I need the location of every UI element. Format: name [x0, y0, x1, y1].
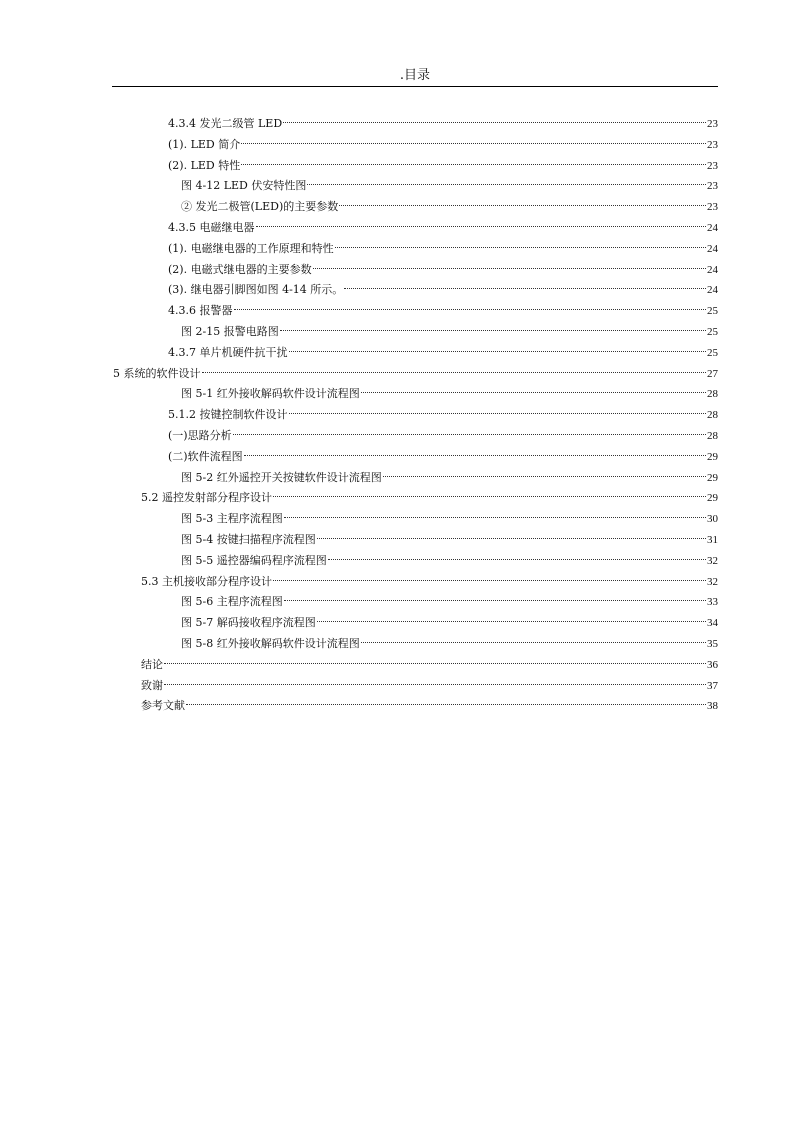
toc-dot-leader: [164, 663, 706, 664]
toc-entry-label: 致谢: [141, 678, 163, 692]
toc-entry-label: 图 5-3 主程序流程图: [181, 512, 283, 526]
toc-entry[interactable]: [181, 384, 718, 405]
toc-dot-leader: [344, 288, 706, 289]
toc-dot-leader: [313, 268, 706, 269]
toc-entry-label: 图 5-6 主程序流程图: [181, 595, 283, 609]
toc-entry-label: (二)软件流程图: [168, 449, 243, 463]
toc-dot-leader: [361, 642, 706, 643]
toc-entry-label: 4.3.5 电磁继电器: [168, 220, 255, 234]
toc-entry-page-number: 28: [707, 409, 718, 422]
toc-entry[interactable]: [181, 551, 718, 572]
toc-dot-leader: [256, 226, 707, 227]
toc-entry-page-number: 31: [707, 533, 718, 546]
toc-entry-label: (1). 电磁继电器的工作原理和特性: [168, 241, 334, 255]
toc-dot-leader: [186, 704, 706, 705]
toc-entry-label: 结论: [141, 657, 163, 671]
toc-dot-leader: [289, 413, 707, 414]
toc-entry-page-number: 23: [707, 180, 718, 193]
toc-entry[interactable]: [113, 364, 718, 385]
toc-entry-label: 图 2-15 报警电路图: [181, 324, 279, 338]
toc-entry-page-number: 34: [707, 617, 718, 630]
toc-entry[interactable]: [181, 322, 718, 343]
toc-entry-page-number: 23: [707, 201, 718, 214]
toc-entry[interactable]: [168, 156, 718, 177]
toc-dot-leader: [317, 538, 706, 539]
toc-entry-label: 参考文献: [141, 699, 185, 713]
toc-entry[interactable]: [168, 301, 718, 322]
toc-entry[interactable]: [168, 218, 718, 239]
toc-entry-label: 图 5-7 解码接收程序流程图: [181, 616, 316, 630]
toc-entry[interactable]: [168, 135, 718, 156]
toc-entry-page-number: 25: [707, 346, 718, 359]
toc-entry[interactable]: [181, 197, 718, 218]
toc-entry[interactable]: [141, 572, 718, 593]
toc-entry-page-number: 29: [707, 450, 718, 463]
toc-dot-leader: [289, 351, 707, 352]
toc-dot-leader: [339, 205, 706, 206]
toc-entry-page-number: 24: [707, 221, 718, 234]
toc-entry-label: 图 4-12 LED 伏安特性图: [181, 179, 307, 193]
toc-entry-label: 图 5-4 按键扫描程序流程图: [181, 532, 316, 546]
toc-entry-label: 5.2 遥控发射部分程序设计: [141, 491, 272, 505]
toc-entry-page-number: 37: [707, 679, 718, 692]
toc-dot-leader: [233, 434, 706, 435]
toc-dot-leader: [284, 600, 706, 601]
toc-entry[interactable]: [168, 426, 718, 447]
toc-entry-page-number: 32: [707, 554, 718, 567]
toc-entry-page-number: 27: [707, 367, 718, 380]
toc-dot-leader: [328, 559, 706, 560]
header-title: .目录: [399, 68, 431, 83]
page-header: [112, 66, 718, 87]
toc-entry-label: (3). 继电器引脚图如图 4-14 所示。: [168, 283, 344, 297]
toc-entry-label: (2). LED 特性: [168, 158, 241, 172]
toc-entry[interactable]: [168, 239, 718, 260]
toc-entry-page-number: 23: [707, 138, 718, 151]
toc-entry-label: (1). LED 简介: [168, 137, 241, 151]
toc-dot-leader: [307, 184, 706, 185]
toc-dot-leader: [241, 143, 706, 144]
toc-entry-label: (一)思路分析: [168, 428, 232, 442]
toc-entry-page-number: 25: [707, 305, 718, 318]
toc-dot-leader: [244, 455, 706, 456]
toc-dot-leader: [361, 392, 706, 393]
toc-dot-leader: [283, 122, 706, 123]
toc-entry-label: 图 5-5 遥控器编码程序流程图: [181, 553, 327, 567]
toc-dot-leader: [284, 517, 706, 518]
toc-dot-leader: [383, 476, 706, 477]
toc-entry-page-number: 29: [707, 471, 718, 484]
toc-entry[interactable]: [141, 676, 718, 697]
toc-entry-page-number: 33: [707, 596, 718, 609]
toc-entry-page-number: 23: [707, 118, 718, 130]
toc-entry[interactable]: [168, 114, 718, 135]
toc-entry-page-number: 24: [707, 263, 718, 276]
toc-entry-label: 5.3 主机接收部分程序设计: [141, 574, 272, 588]
toc-entry-label: 5 系统的软件设计: [113, 366, 201, 380]
toc-entry[interactable]: [168, 260, 718, 281]
toc-entry[interactable]: [181, 592, 718, 613]
toc-dot-leader: [317, 621, 706, 622]
toc-entry-label: (2). 电磁式继电器的主要参数: [168, 262, 312, 276]
toc-entry[interactable]: [181, 468, 718, 489]
toc-dot-leader: [273, 496, 706, 497]
toc-dot-leader: [335, 247, 706, 248]
toc-entry[interactable]: [141, 696, 718, 717]
toc-entry-label: 图 5-8 红外接收解码软件设计流程图: [181, 636, 360, 650]
toc-entry[interactable]: [168, 280, 718, 301]
toc-entry-page-number: 29: [707, 492, 718, 505]
toc-entry-label: 5.1.2 按键控制软件设计: [168, 408, 288, 422]
toc-entry[interactable]: [181, 530, 718, 551]
toc-entry[interactable]: [141, 655, 718, 676]
toc-entry-label: 图 5-2 红外遥控开关按键软件设计流程图: [181, 470, 382, 484]
toc-dot-leader: [241, 164, 706, 165]
toc-entry[interactable]: [168, 447, 718, 468]
toc-entry[interactable]: [181, 176, 718, 197]
toc-dot-leader: [273, 580, 706, 581]
toc-entry-page-number: 23: [707, 159, 718, 172]
toc-entry-page-number: 30: [707, 513, 718, 526]
toc-dot-leader: [202, 372, 707, 373]
toc-entry-page-number: 28: [707, 429, 718, 442]
toc-entry-page-number: 24: [707, 284, 718, 297]
toc-entry[interactable]: [168, 405, 718, 426]
toc-entry-page-number: 28: [707, 388, 718, 401]
table-of-contents: [0, 114, 793, 717]
toc-entry-page-number: 24: [707, 242, 718, 255]
toc-entry[interactable]: [181, 613, 718, 634]
toc-entry-page-number: 38: [707, 700, 718, 713]
toc-entry[interactable]: [181, 634, 718, 655]
toc-entry-page-number: 32: [707, 575, 718, 588]
toc-entry-page-number: 35: [707, 637, 718, 650]
toc-entry-page-number: 25: [707, 325, 718, 338]
toc-entry-label: 4.3.6 报警器: [168, 304, 233, 318]
toc-entry-page-number: 36: [707, 658, 718, 671]
toc-dot-leader: [280, 330, 706, 331]
toc-entry-label: 图 5-1 红外接收解码软件设计流程图: [181, 387, 360, 401]
toc-entry-label: 4.3.7 单片机硬件抗干扰: [168, 345, 288, 359]
toc-dot-leader: [234, 309, 707, 310]
toc-entry-label: ② 发光二极管(LED)的主要参数: [181, 200, 339, 214]
toc-dot-leader: [164, 684, 706, 685]
toc-entry[interactable]: [168, 343, 718, 364]
toc-entry-label: 4.3.4 发光二级管 LED: [168, 117, 283, 130]
toc-entry[interactable]: [181, 509, 718, 530]
toc-entry[interactable]: [141, 488, 718, 509]
